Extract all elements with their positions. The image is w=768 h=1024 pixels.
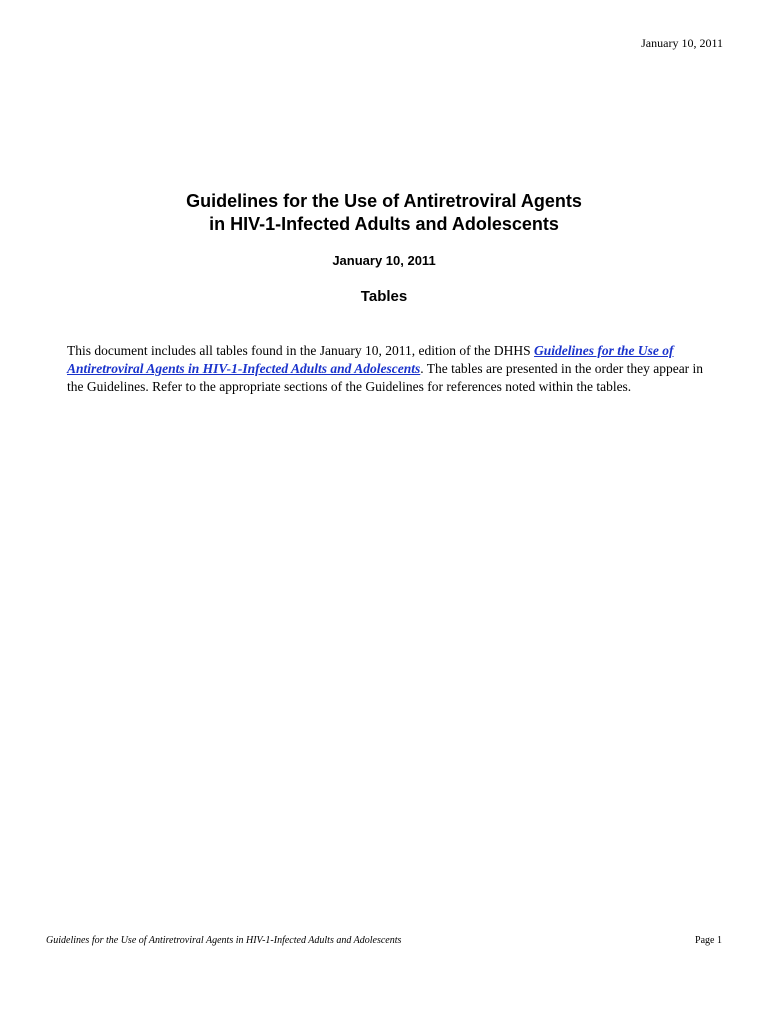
document-title-line-2: in HIV-1-Infected Adults and Adolescents: [209, 214, 559, 234]
document-date: January 10, 2011: [332, 253, 436, 268]
intro-paragraph: [67, 342, 722, 396]
document-title: [0, 190, 768, 236]
guidelines-link[interactable]: Guidelines for the Use of Antiretroviral Agents in HIV-1-Infected Adults and Adolescents: [67, 343, 674, 376]
intro-text-before: This document includes all tables found in the January 10, 2011, edition of the DHHS: [67, 343, 535, 358]
section-title: Tables: [360, 288, 408, 305]
footer-document-title: Guidelines for the Use of Antiretroviral Agents in HIV-1-Infected Adults and Adolescents: [46, 935, 402, 946]
footer-page-number: Page 1: [695, 935, 722, 946]
document-title-line-1: Guidelines for the Use of Antiretroviral Agents: [186, 191, 582, 211]
header-date: January 10, 2011: [641, 36, 723, 50]
intro-text-after: . The tables are presented in the order they appear in the Guidelines. Refer to the appropriate sections of the Guidelines for references noted within the tables.: [67, 361, 704, 394]
